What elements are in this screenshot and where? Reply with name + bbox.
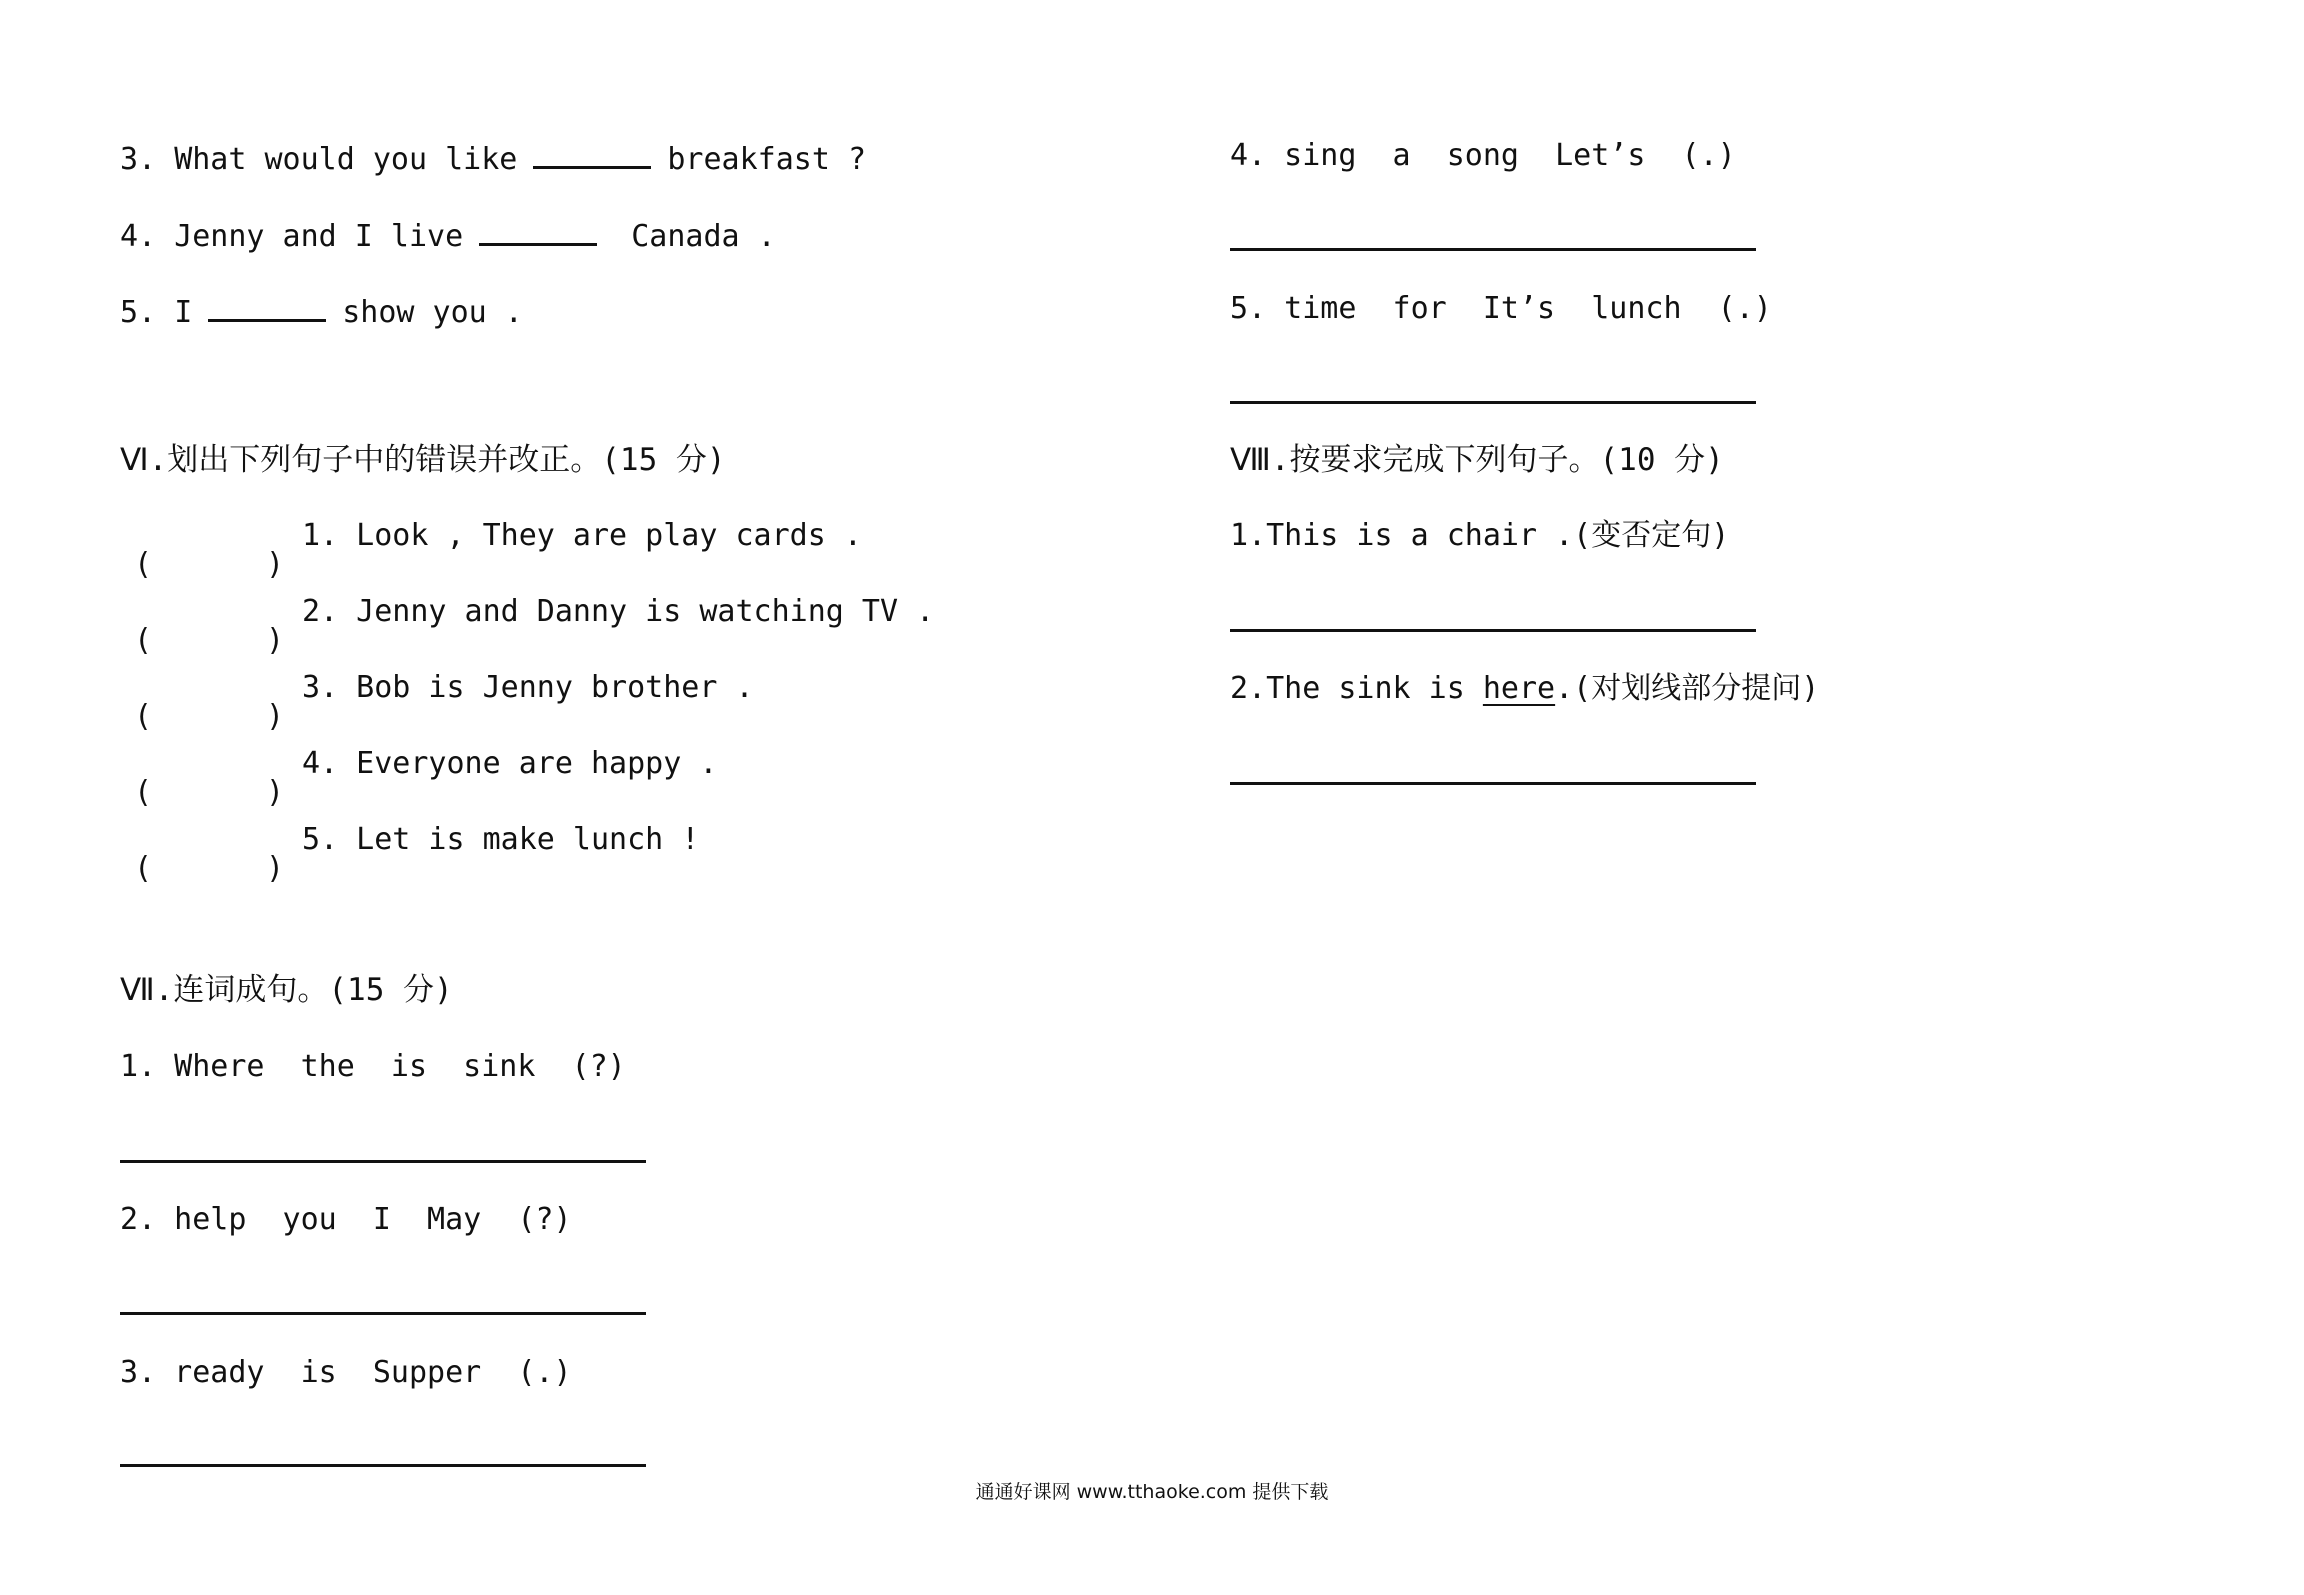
fill-blank-item-5 xyxy=(120,289,523,329)
answer-blank[interactable] xyxy=(479,213,597,246)
error-sentence: 4. Everyone are happy . xyxy=(302,746,718,781)
underlined-word: here xyxy=(1482,671,1556,706)
sentence-start: 2.The sink is xyxy=(1230,671,1483,706)
answer-blank[interactable] xyxy=(533,136,651,169)
fill-blank-item-4 xyxy=(120,213,776,253)
answer-line[interactable] xyxy=(120,1312,646,1315)
error-item-4: ( ) 4. Everyone are happy . xyxy=(134,746,718,810)
answer-line[interactable] xyxy=(1230,629,1756,632)
reorder-item-5: 5. time for It’s lunch (.) xyxy=(1230,291,1772,326)
text-before-blank: Jenny and I live xyxy=(174,219,464,254)
text-after-blank: show you . xyxy=(342,295,523,330)
transform-item-1: 1.This is a chair .(变否定句) xyxy=(1230,518,1730,553)
reorder-item-1: 1. Where the is sink (?) xyxy=(120,1049,626,1084)
footer-watermark: 通通好课网 www.tthaoke.com 提供下载 xyxy=(975,1481,1329,1503)
error-sentence: 3. Bob is Jenny brother . xyxy=(302,670,754,705)
answer-line[interactable] xyxy=(1230,782,1756,785)
error-item-5: ( ) 5. Let is make lunch ! xyxy=(134,822,700,886)
error-sentence: 5. Let is make lunch ! xyxy=(302,822,700,857)
answer-blank[interactable] xyxy=(208,289,326,322)
answer-line[interactable] xyxy=(1230,248,1756,251)
instruction: .(对划线部分提问) xyxy=(1555,671,1820,706)
section-8-heading: Ⅷ.按要求完成下列句子。(10 分) xyxy=(1230,442,1724,478)
transform-item-2 xyxy=(1230,669,1819,709)
reorder-item-4: 4. sing a song Let’s (.) xyxy=(1230,138,1736,173)
reorder-item-3: 3. ready is Supper (.) xyxy=(120,1355,572,1390)
answer-line[interactable] xyxy=(120,1464,646,1467)
item-number: 3. xyxy=(120,142,157,177)
reorder-item-2: 2. help you I May (?) xyxy=(120,1202,572,1237)
answer-line[interactable] xyxy=(1230,401,1756,404)
section-6-heading: Ⅵ.划出下列句子中的错误并改正。(15 分) xyxy=(120,442,726,478)
error-sentence: 1. Look , They are play cards . xyxy=(302,518,862,553)
item-number: 5. xyxy=(120,295,157,330)
error-item-1: ( ) 1. Look , They are play cards . xyxy=(134,518,862,582)
error-sentence: 2. Jenny and Danny is watching TV . xyxy=(302,594,935,629)
section-7-heading: Ⅶ.连词成句。(15 分) xyxy=(120,972,453,1008)
answer-line[interactable] xyxy=(120,1160,646,1163)
text-before-blank: I xyxy=(174,295,193,330)
fill-blank-item-3 xyxy=(120,136,866,176)
text-after-blank: Canada . xyxy=(631,219,776,254)
text-before-blank: What would you like xyxy=(174,142,518,177)
error-item-2: ( ) 2. Jenny and Danny is watching TV . xyxy=(134,594,935,658)
text-after-blank: breakfast ? xyxy=(667,142,867,177)
error-item-3: ( ) 3. Bob is Jenny brother . xyxy=(134,670,754,734)
item-number: 4. xyxy=(120,219,157,254)
